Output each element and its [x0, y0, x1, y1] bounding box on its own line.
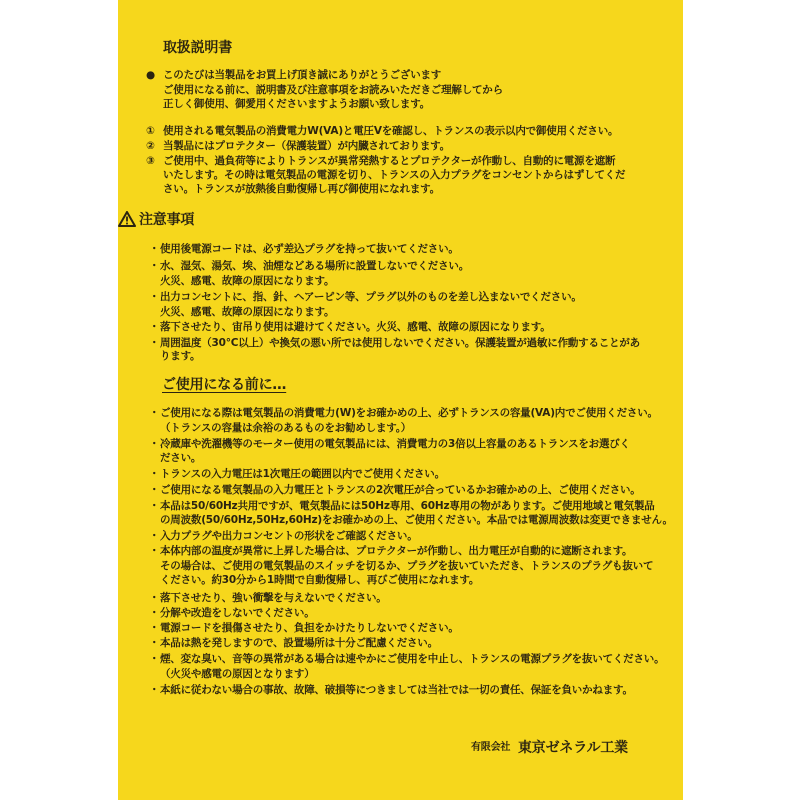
bullet-dot-icon: ・: [149, 291, 160, 303]
bullet-dot-icon: ・: [149, 438, 160, 450]
before-use-item-line: ください。約30分から1時間で自動復帰し、再びご使用になれます。: [160, 574, 480, 586]
intro-line: ご使用になる前に、説明書及び注意事項をお読みいただきご理解してから: [163, 84, 503, 96]
numbered-item-line: 当製品にはプロテクター（保護装置）が内臓されております。: [163, 140, 450, 152]
bullet-dot-icon: ・: [149, 407, 160, 419]
caution-item-line: 火災、感電、故障の原因になります。: [160, 306, 335, 318]
bullet-icon: ●: [146, 69, 156, 81]
caution-item-line: 落下させたり、宙吊り使用は避けてください。火災、感電、故障の原因になります。: [160, 321, 551, 333]
bullet-dot-icon: ・: [149, 684, 160, 696]
company-name: 東京ゼネラル工業: [518, 740, 628, 756]
before-use-item-line: 煙、変な臭い、音等の異常がある場合は速やかにご使用を中止し、トランスの電源プラグを抜いてください。: [160, 653, 665, 665]
before-use-item-line: （トランスの容量は余裕のあるものをお勧めします。）: [160, 422, 412, 434]
caution-item-line: 出力コンセントに、指、針、ヘアーピン等、プラグ以外のものを差し込まないでください。: [160, 291, 582, 303]
numbered-item-line: ご使用中、過負荷等によりトランスが異常発熱するとプロテクターが作動し、自動的に電源を遮断: [163, 155, 616, 167]
before-use-item-line: 本紙に従わない場合の事故、故障、破損等につきましては当社では一切の責任、保証を負いかねます。: [160, 684, 633, 696]
bullet-dot-icon: ・: [149, 592, 160, 604]
caution-item-line: 使用後電源コードは、必ず差込プラグを持って抜いてください。: [160, 243, 459, 255]
before-use-item-line: 落下させたり、強い衝撃を与えないでください。: [160, 592, 387, 604]
before-use-heading: ご使用になる前に…: [162, 377, 287, 393]
company-prefix: 有限会社: [471, 742, 511, 753]
numbered-item-line: いたします。その時は電気製品の電源を切り、トランスの入力プラグをコンセントからはずしてくだ: [163, 169, 626, 181]
before-use-item-line: 本体内部の温度が異常に上昇した場合は、プロテクターが作動し、出力電圧が自動的に遮断されます。: [160, 545, 633, 557]
bullet-dot-icon: ・: [149, 653, 160, 665]
bullet-dot-icon: ・: [149, 321, 160, 333]
bullet-dot-icon: ・: [149, 622, 160, 634]
bullet-dot-icon: ・: [149, 468, 160, 480]
intro-line: 正しく御使用、御愛用くださいますようお願い致します。: [163, 98, 430, 110]
caution-item-line: ります。: [160, 350, 201, 362]
before-use-item-line: の周波数(50/60Hz,50Hz,60Hz)をお確かめの上、ご使用ください。本品では電源周波数は変更できません。: [160, 514, 673, 526]
bullet-dot-icon: ・: [149, 484, 160, 496]
before-use-item-line: 本品は50/60Hz共用ですが、電気製品には50Hz専用、60Hz専用の物があります。ご使用地域と電気製品: [160, 500, 655, 512]
bullet-dot-icon: ・: [149, 530, 160, 542]
bullet-dot-icon: ・: [149, 607, 160, 619]
caution-item-line: 水、湿気、湯気、埃、油煙などある場所に設置しないでください。: [160, 260, 469, 272]
before-use-item-line: ご使用になる電気製品の入力電圧とトランスの2次電圧が合っているかお確かめの上、ご使用ください。: [160, 484, 641, 496]
before-use-item-line: トランスの入力電圧は1次電圧の範囲以内でご使用ください。: [160, 468, 445, 480]
warning-triangle-icon: [118, 211, 136, 231]
instruction-sheet: [118, 0, 683, 800]
circled-number: ①: [146, 125, 155, 137]
before-use-item-line: ご使用になる際は電気製品の消費電力(W)をお確かめの上、必ずトランスの容量(VA)内でご使用ください。: [160, 407, 658, 419]
before-use-item-line: 電源コードを損傷させたり、負担をかけたりしないでください。: [160, 622, 459, 634]
before-use-item-line: 分解や改造をしないでください。: [160, 607, 315, 619]
before-use-item-line: （火災や感電の原因となります）: [160, 668, 315, 680]
bullet-dot-icon: ・: [149, 500, 160, 512]
circled-number: ②: [146, 140, 155, 152]
caution-item-line: 周囲温度（30°C以上）や換気の悪い所では使用しないでください。保護装置が過敏に作動することがあ: [160, 337, 640, 349]
before-use-item-line: 本品は熱を発しますので、設置場所は十分ご配慮ください。: [160, 637, 438, 649]
intro-line: このたびは当製品をお買上げ頂き誠にありがとうございます: [163, 69, 442, 81]
circled-number: ③: [146, 155, 155, 167]
bullet-dot-icon: ・: [149, 337, 160, 349]
bullet-dot-icon: ・: [149, 260, 160, 272]
before-use-item-line: ださい。: [160, 452, 202, 464]
numbered-item-line: 使用される電気製品の消費電力W(VA)と電圧Vを確認し、トランスの表示以内で御使用ください。: [163, 125, 619, 137]
document-title: 取扱説明書: [163, 40, 232, 56]
bullet-dot-icon: ・: [149, 243, 160, 255]
before-use-item-line: 冷蔵庫や洗濯機等のモーター使用の電気製品には、消費電力の3倍以上容量のあるトランスをお選びく: [160, 438, 630, 450]
caution-heading: 注意事項: [139, 212, 195, 228]
bullet-dot-icon: ・: [149, 545, 160, 557]
before-use-item-line: その場合は、ご使用の電気製品のスイッチを切るか、プラグを抜いていただき、トランスのプラグも抜いて: [160, 560, 654, 572]
bullet-dot-icon: ・: [149, 637, 160, 649]
before-use-item-line: 入力プラグや出力コンセントの形状をご確認ください。: [160, 530, 418, 542]
numbered-item-line: さい。トランスが放熱後自動復帰し再び御使用になれます。: [163, 183, 440, 195]
caution-item-line: 火災、感電、故障の原因になります。: [160, 275, 335, 287]
